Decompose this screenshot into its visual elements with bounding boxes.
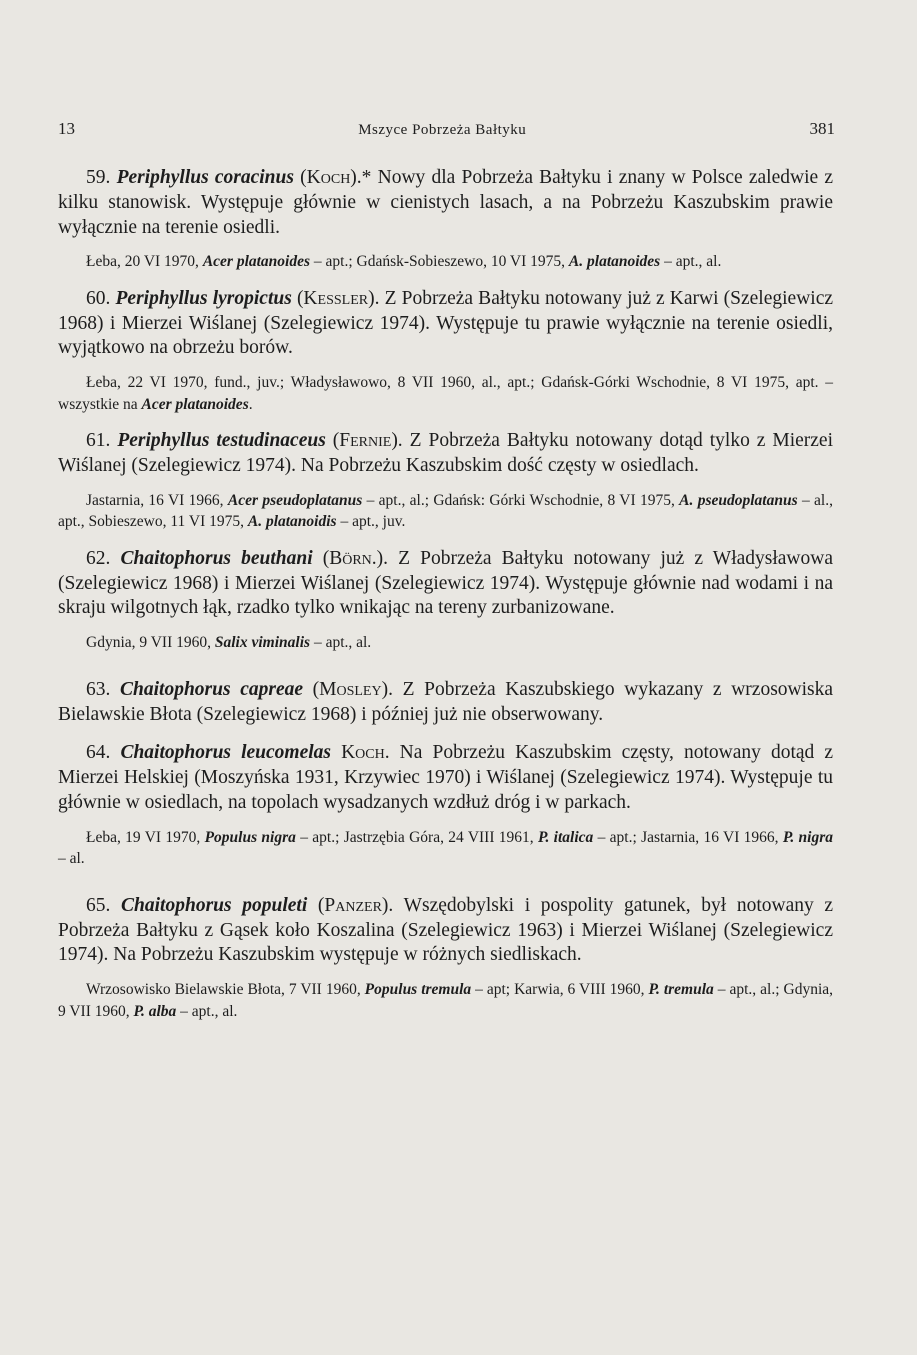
- host-plant-name: Acer pseudoplatanus: [227, 491, 363, 509]
- entry-description: Na Pobrzeżu Kaszubskim częsty, notowany dotąd z Mierzei Helskiej (Moszyńska 1931, Krzywiec 1970) i Wiślanej (Szelegiewicz 1974). Występuje tu głównie w osiedlach, na topolach wysadzanych wzdłuż dróg i w parkach.: [58, 742, 833, 813]
- host-plant-name: P. italica: [538, 828, 594, 846]
- species-entry: [58, 166, 833, 240]
- entry-description: Nowy dla Pobrzeża Bałtyku i znany w Polsce zaledwie z kilku stanowisk. Występuje głównie w cienistych lasach, a na Pobrzeżu Kaszubskim prawie wyłącznie na terenie osiedli.: [58, 167, 834, 238]
- species-name: Periphyllus lyropictus: [115, 287, 292, 309]
- locality-text: Łeba, 20 VI 1970,: [86, 253, 203, 271]
- species-entry: [58, 741, 833, 815]
- species-entry: [58, 429, 833, 479]
- entry-description: Z Pobrzeża Bałtyku notowany już z Karwi (Szelegiewicz 1968) i Mierzei Wiślanej (Szelegiewicz 1974). Występuje tu prawie wyłącznie na terenie osiedli, wyjątkowo na obrzeżu borów.: [58, 287, 834, 359]
- entry-number: 60.: [86, 287, 116, 309]
- host-plant-name: Acer platanoides: [141, 395, 249, 413]
- header-left-number: 13: [58, 119, 75, 138]
- species-name: Chaitophorus leucomelas: [120, 742, 331, 764]
- locality-text: – apt.; Gdańsk-Sobieszewo, 10 VI 1975,: [310, 253, 569, 271]
- locality-text: – apt., al.: [310, 634, 372, 652]
- locality-text: – apt; Karwia, 6 VIII 1960,: [471, 981, 649, 999]
- species-name: Chaitophorus capreae: [120, 678, 304, 700]
- article-body: [58, 166, 833, 1022]
- locality-text: – apt., al.; Gdynia, 9 VII 1960,: [58, 981, 834, 1020]
- host-plant-name: A. platanoidis: [247, 513, 337, 531]
- host-plant-name: P. tremula: [648, 981, 714, 999]
- locality-text: – apt., al.: [176, 1002, 238, 1020]
- locality-text: – apt., al.; Gdańsk: Górki Wschodnie, 8 VI 1975,: [362, 491, 680, 509]
- species-author: (Börn.).: [322, 547, 389, 569]
- species-author: (Panzer).: [317, 894, 394, 916]
- species-author: (Mosley).: [312, 678, 393, 700]
- locality-text: Gdynia, 9 VII 1960,: [86, 634, 215, 652]
- locality-text: – al.: [58, 850, 85, 868]
- locality-text: – al., apt., Sobieszewo, 11 VI 1975,: [58, 491, 833, 531]
- entry-number: 62.: [86, 547, 121, 569]
- entry-description: Wszędobylski i pospolity gatunek, był notowany z Pobrzeża Bałtyku z Gąsek koło Koszalina (Szelegiewicz 1963) i Mierzei Wiślanej (Szelegiewicz 1974). Na Pobrzeżu Kaszubskim występuje w różnych siedliskach.: [58, 894, 834, 966]
- running-title: Mszyce Pobrzeża Bałtyku: [358, 122, 527, 138]
- locality-text: – apt.; Jastarnia, 16 VI 1966,: [593, 828, 783, 846]
- species-name: Chaitophorus populeti: [121, 894, 308, 916]
- locality-records: [58, 372, 833, 415]
- species-entry: [58, 894, 833, 968]
- species-author: (Fernie).: [332, 430, 403, 452]
- species-entry: [58, 547, 833, 621]
- locality-text: Jastarnia, 16 VI 1966,: [86, 491, 228, 509]
- page-number: 381: [809, 119, 835, 138]
- host-plant-name: Acer platanoides: [202, 253, 311, 271]
- host-plant-name: A. pseudoplatanus: [679, 491, 798, 509]
- host-plant-name: Populus nigra: [204, 828, 296, 846]
- species-entry: [58, 678, 833, 728]
- host-plant-name: P. nigra: [782, 828, 833, 846]
- locality-text: Wrzosowisko Bielawskie Błota, 7 VII 1960,: [86, 981, 365, 999]
- locality-text: – apt.; Jastrzębia Góra, 24 VIII 1961,: [295, 828, 538, 846]
- species-name: Chaitophorus beuthani: [120, 547, 313, 569]
- entry-number: 61.: [86, 430, 118, 452]
- locality-text: – apt., al.: [660, 253, 722, 271]
- entry-number: 65.: [86, 894, 122, 916]
- host-plant-name: Populus tremula: [364, 981, 472, 999]
- entry-description: Z Pobrzeża Bałtyku notowany już z Władysławowa (Szelegiewicz 1968) i Mierzei Wiślanej (Szelegiewicz 1974). Występuje głównie nad wodami i na skraju wilgotnych łąk, rzadko tylko wnikając na tereny zurbanizowane.: [58, 547, 834, 619]
- locality-records: [58, 979, 833, 1022]
- locality-text: Łeba, 22 VI 1970, fund., juv.; Władysławowo, 8 VII 1960, al., apt.; Gdańsk-Górki Wschodnie, 8 VI 1975, apt. – wszystkie na: [58, 374, 833, 413]
- host-plant-name: P. alba: [133, 1002, 177, 1020]
- species-author: Koch.: [341, 742, 390, 764]
- locality-records: [58, 827, 833, 870]
- entry-number: 64.: [86, 742, 121, 764]
- species-entry: [58, 287, 833, 361]
- host-plant-name: Salix viminalis: [214, 634, 311, 652]
- locality-records: [58, 632, 833, 654]
- running-header: [58, 119, 835, 139]
- entry-number: 59.: [86, 167, 117, 188]
- entry-description: Z Pobrzeża Bałtyku notowany dotąd tylko z Mierzei Wiślanej (Szelegiewicz 1974). Na Pobrzeżu Kaszubskim dość częsty w osiedlach.: [58, 430, 834, 477]
- species-name: Periphyllus coracinus: [116, 167, 294, 188]
- locality-text: – apt., juv.: [336, 513, 406, 531]
- locality-text: Łeba, 19 VI 1970,: [86, 828, 205, 846]
- locality-text: .: [248, 395, 253, 413]
- locality-records: [58, 490, 833, 533]
- entry-description: Z Pobrzeża Kaszubskiego wykazany z wrzosowiska Bielawskie Błota (Szelegiewicz 1968) i później już nie obserwowany.: [58, 678, 834, 725]
- entry-number: 63.: [86, 678, 121, 700]
- host-plant-name: A. platanoides: [568, 253, 661, 271]
- species-author: (Kessler).: [296, 287, 380, 309]
- species-author: (Koch).*: [300, 167, 372, 188]
- species-name: Periphyllus testudinaceus: [117, 430, 326, 452]
- locality-records: [58, 251, 833, 273]
